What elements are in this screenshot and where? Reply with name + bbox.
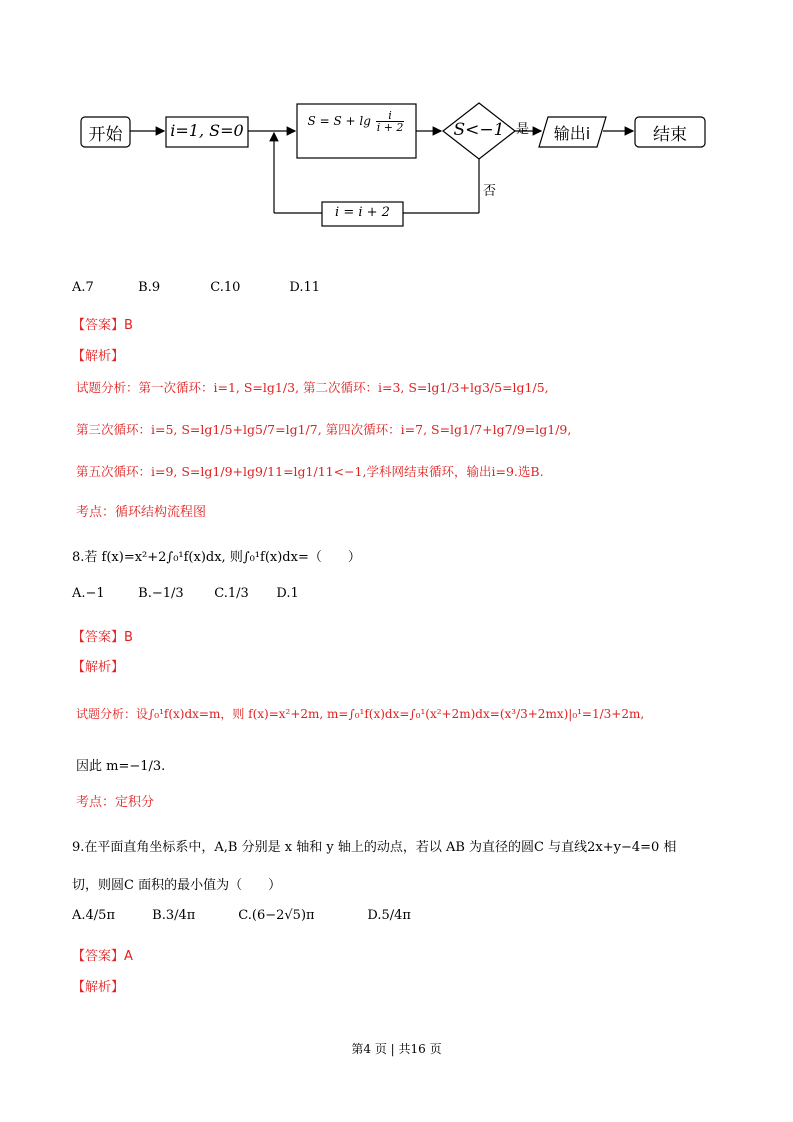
q9-option-a: A.4/5π	[72, 908, 115, 923]
q8-option-c: C.1/3	[214, 586, 249, 601]
q8-option-a: A.−1	[72, 586, 105, 601]
q7-analysis-line-3	[76, 462, 544, 480]
q7-analysis-title: 【解析】	[72, 349, 125, 364]
q8-kaodian: 考点：定积分	[76, 795, 155, 810]
flow-update	[297, 110, 416, 133]
q7-option-c: C.10	[210, 280, 241, 295]
q9-stem-line-1: 9.在平面直角坐标系中，A,B 分别是 x 轴和 y 轴上的动点，若以 AB 为直径的圆C 与直线2x+y−4=0 相	[72, 840, 677, 855]
q7-analysis-line-1	[76, 378, 549, 396]
flow-update-prefix: S = S + lg	[307, 114, 371, 128]
flow-increment: i = i + 2	[335, 205, 390, 220]
q9-option-c: C.(6−2√5)π	[238, 908, 315, 923]
q9-answer: 【答案】A	[72, 949, 133, 964]
q7-option-b: B.9	[138, 280, 161, 295]
q8-analysis-line-2: 因此 m=−1/3.	[76, 759, 166, 774]
q7-line-1-text: 试题分析：第一次循环：i=1, S=lg1/3, 第二次循环：i=3, S=lg1/3+lg3/5=lg1/5,	[76, 380, 549, 395]
q8-option-b: B.−1/3	[138, 586, 184, 601]
page-footer: 第4 页 | 共16 页	[351, 1042, 442, 1056]
q8-line-1-text: 试题分析：设∫₀¹f(x)dx=m，则 f(x)=x²+2m, m=∫₀¹f(x)dx=∫₀¹(x²+2m)dx=(x³/3+2mx)|₀¹=1/3+2m,	[76, 707, 645, 721]
q9-analysis-title: 【解析】	[72, 980, 125, 995]
q7-line-2-text: 第三次循环：i=5, S=lg1/5+lg5/7=lg1/7, 第四次循环：i=7, S=lg1/7+lg7/9=lg1/9,	[76, 422, 572, 437]
q7-option-a: A.7	[72, 280, 94, 295]
flow-no-label: 否	[483, 184, 497, 199]
q7-line-3-text: 第五次循环：i=9, S=lg1/9+lg9/11=lg1/11<−1,学科网结束循环，输出i=9.选B.	[76, 464, 544, 479]
flowchart	[0, 0, 793, 240]
q9-stem-line-2: 切，则圆C 面积的最小值为（ ）	[72, 878, 282, 893]
q7-answer: 【答案】B	[72, 318, 133, 333]
flow-update-frac: $\frac{i}{i + 2}$	[376, 109, 404, 134]
q9-option-d: D.5/4π	[367, 908, 411, 923]
q7-options	[72, 280, 320, 295]
flow-init: i=1, S=0	[170, 121, 244, 140]
q8-analysis-line-1	[76, 705, 644, 722]
flow-end: 结束	[653, 125, 687, 145]
q8-answer: 【答案】B	[72, 630, 133, 645]
q7-analysis-line-2	[76, 420, 571, 438]
flow-yes-label: 是	[516, 122, 530, 137]
flow-condition: S<−1	[453, 120, 505, 140]
q8-analysis-title: 【解析】	[72, 660, 125, 675]
q7-option-d: D.11	[289, 280, 321, 295]
q9-options	[72, 908, 411, 923]
q9-option-b: B.3/4π	[152, 908, 196, 923]
q8-option-d: D.1	[276, 586, 299, 601]
flow-start: 开始	[88, 125, 123, 145]
q7-kaodian: 考点：循环结构流程图	[76, 505, 207, 520]
q8-options	[72, 586, 299, 601]
q8-stem: 8.若 f(x)=x²+2∫₀¹f(x)dx, 则∫₀¹f(x)dx=（ ）	[72, 550, 361, 565]
flow-output: 输出i	[553, 124, 591, 143]
